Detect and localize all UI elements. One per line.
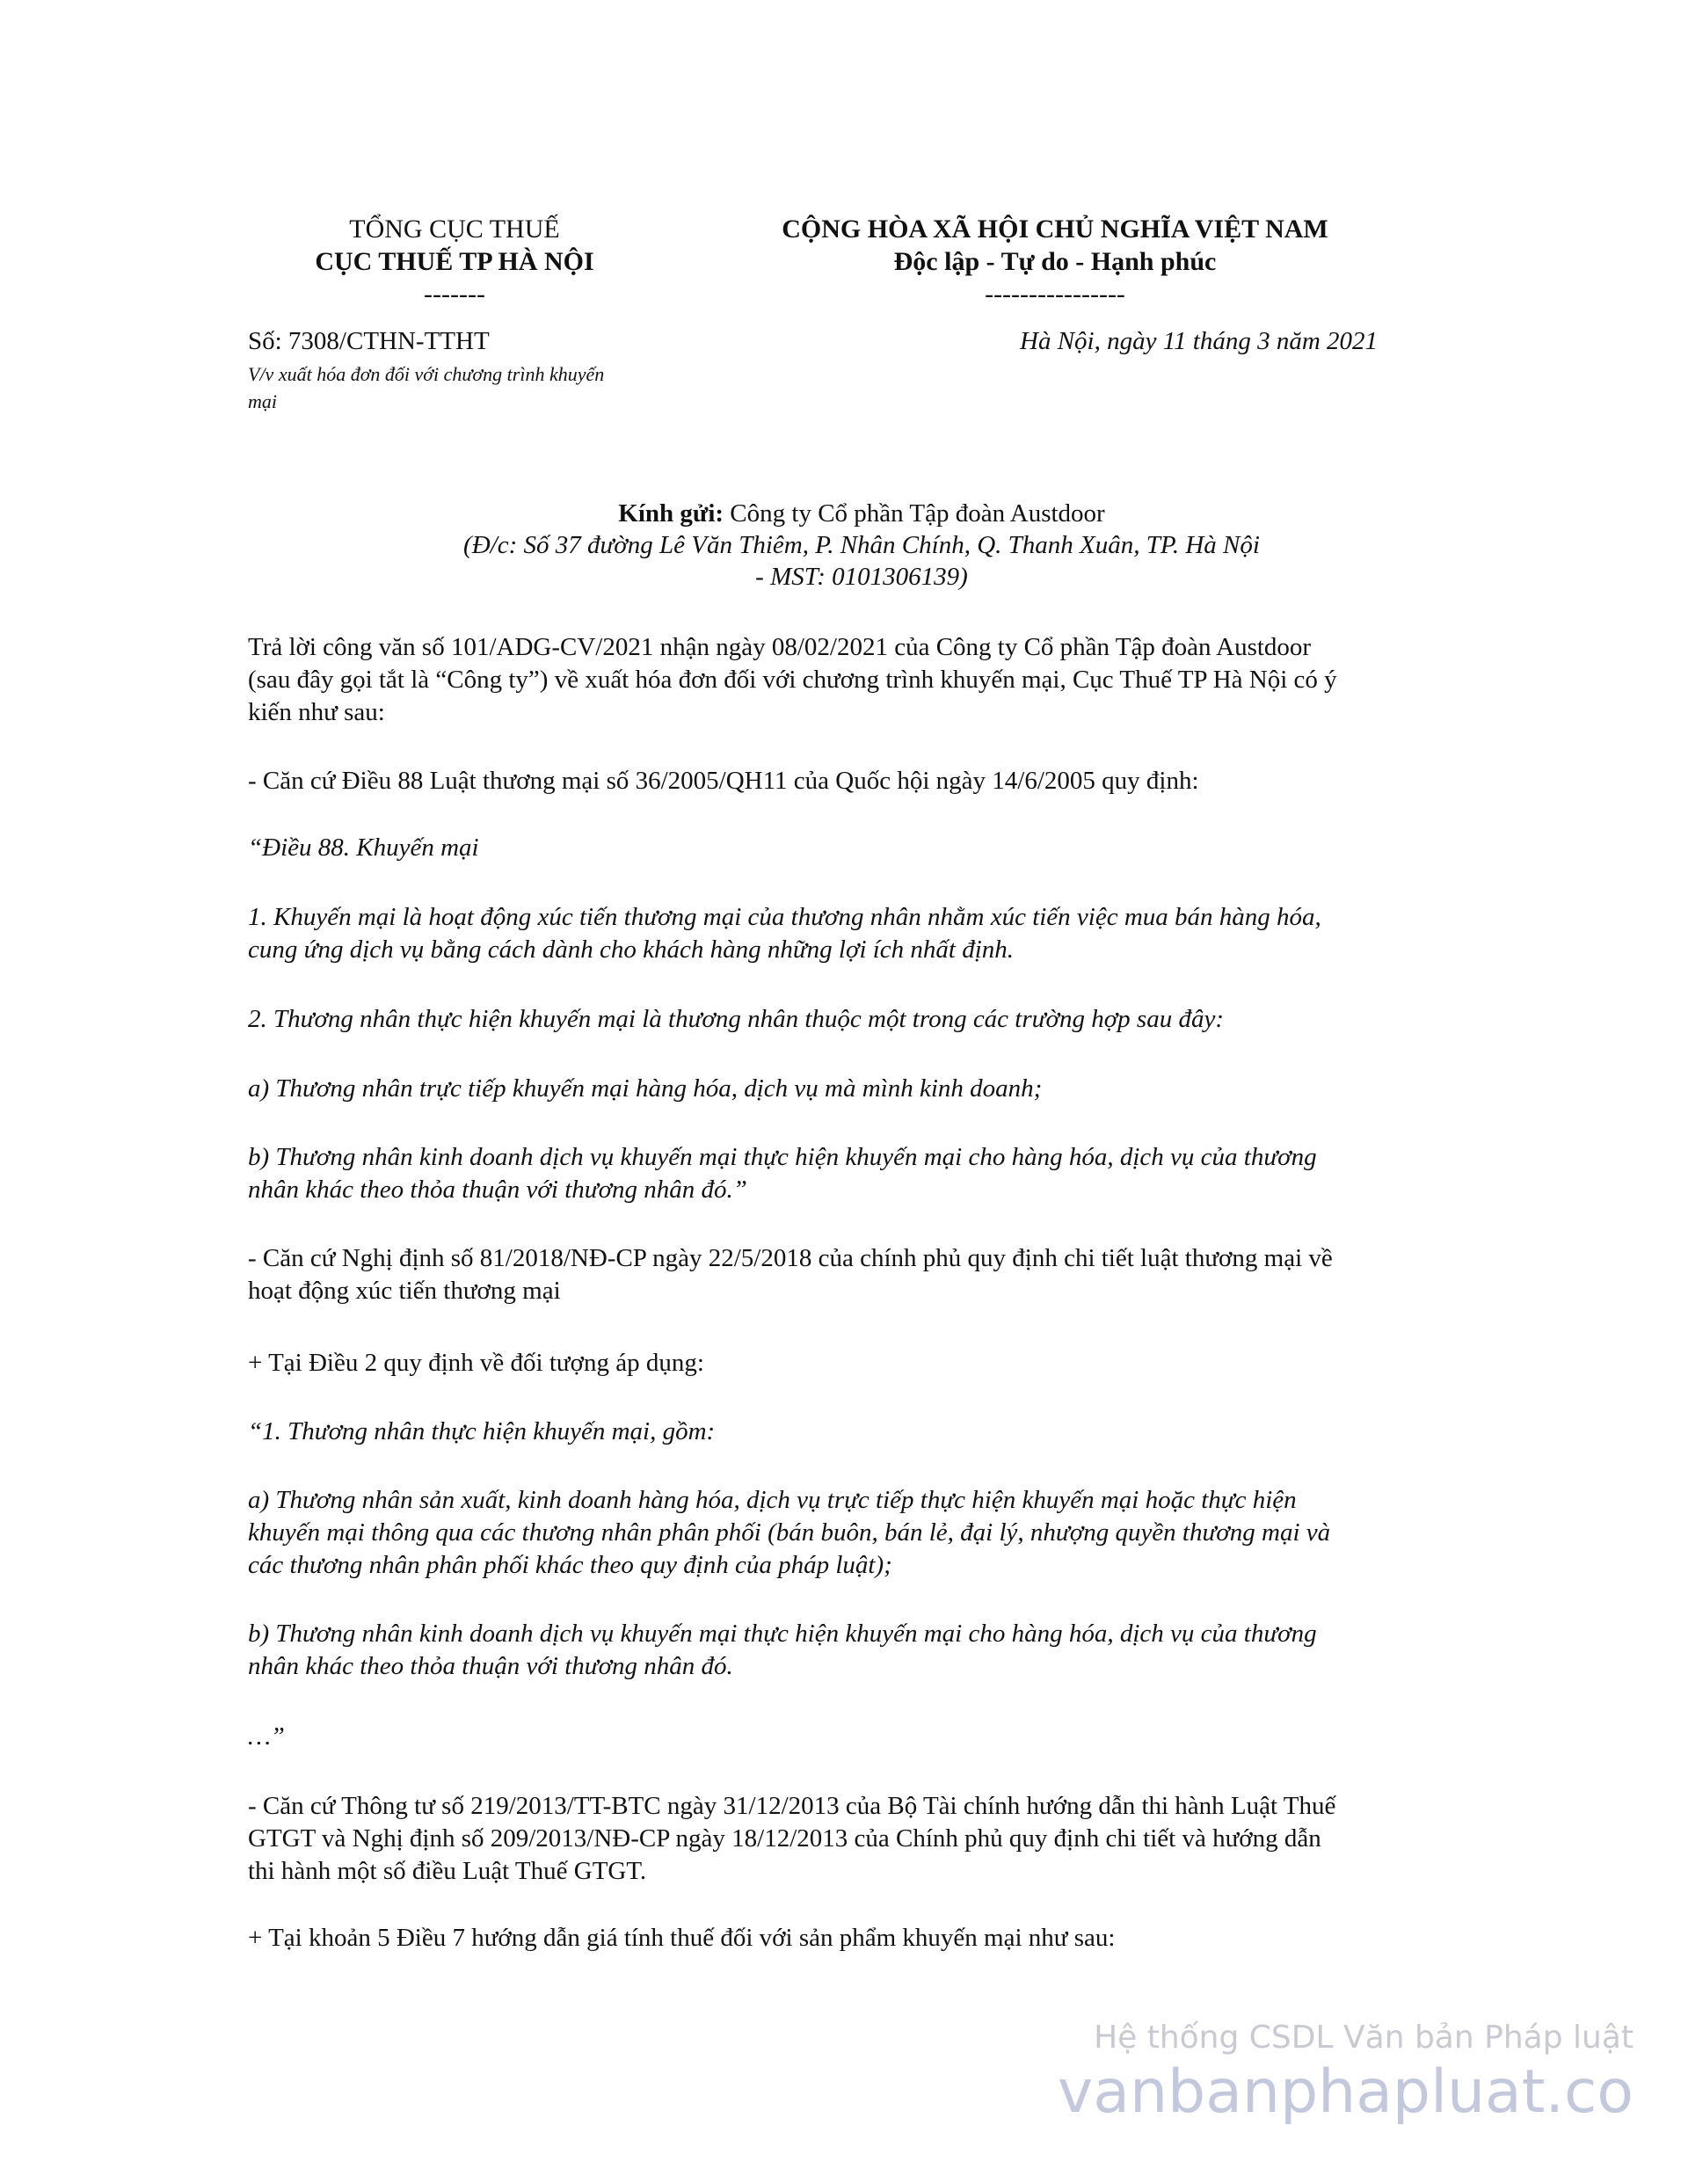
text-line: 1. Khuyến mại là hoạt động xúc tiến thương mại của thương nhân nhằm xúc tiến việc mua bán hàng hóa, (248, 903, 1321, 931)
para-10 (248, 1484, 1444, 1582)
text-line: Trả lời công văn số 101/ADG-CV/2021 nhận ngày 08/02/2021 của Công ty Cổ phần Tập đoàn Austdoor (248, 633, 1312, 661)
text-line: nhân khác theo thỏa thuận với thương nhân đó.” (248, 1176, 747, 1204)
text-line: kiến như sau: (248, 698, 385, 726)
issuing-agency-block (248, 213, 661, 310)
text-line: GTGT và Nghị định số 209/2013/NĐ-CP ngày 18/12/2013 của Chính phủ quy định chi tiết và hướng dẫn (248, 1824, 1321, 1853)
para-3 (248, 901, 1444, 966)
text-line: khuyến mại thông qua các thương nhân phân phối (bán buôn, bán lẻ, đại lý, nhượng quyền thương mại và (248, 1518, 1331, 1547)
text-line: nhân khác theo thỏa thuận với thương nhân đó. (248, 1652, 733, 1680)
text-line: thi hành một số điều Luật Thuế GTGT. (248, 1857, 647, 1885)
para-6 (248, 1141, 1444, 1206)
national-motto: Độc lập - Tự do - Hạnh phúc (893, 247, 1217, 276)
motto-divider: ---------------- (985, 280, 1125, 309)
recipient-line (299, 498, 1424, 529)
document-date: Hà Nội, ngày 11 tháng 3 năm 2021 (1020, 327, 1379, 355)
para-5 (248, 1073, 1444, 1105)
text-line: cung ứng dịch vụ bằng cách dành cho khách hàng những lợi ích nhất định. (248, 935, 1015, 964)
text-line: (sau đây gọi tắt là “Công ty”) về xuất hóa đơn đối với chương trình khuyến mại, Cục Thuế TP Hà Nội có ý (248, 666, 1337, 694)
text-line: - Căn cứ Nghị định số 81/2018/NĐ-CP ngày 22/5/2018 của chính phủ quy định chi tiết luật thương mại về (248, 1244, 1333, 1272)
subject-line: mại (248, 390, 277, 412)
para-8 (248, 1347, 1444, 1380)
text-line: …” (248, 1722, 285, 1751)
text-line: hoạt động xúc tiến thương mại (248, 1277, 561, 1305)
recipient-address: (Đ/c: Số 37 đường Lê Văn Thiêm, P. Nhân Chính, Q. Thanh Xuân, TP. Hà Nội (463, 531, 1260, 559)
national-title-block (721, 213, 1389, 310)
para-9 (248, 1416, 1444, 1448)
text-line: b) Thương nhân kinh doanh dịch vụ khuyến mại thực hiện khuyến mại cho hàng hóa, dịch vụ của thương (248, 1620, 1317, 1648)
watermark (1058, 2019, 1633, 2128)
document-subject (248, 360, 688, 415)
text-line: a) Thương nhân sản xuất, kinh doanh hàng hóa, dịch vụ trực tiếp thực hiện khuyến mại hoặc thực hiện (248, 1486, 1297, 1514)
watermark-line: Hệ thống CSDL Văn bản Pháp luật (1094, 2020, 1633, 2056)
para-4 (248, 1003, 1444, 1036)
para-11 (248, 1618, 1444, 1683)
recipient-block (299, 498, 1424, 593)
text-line: b) Thương nhân kinh doanh dịch vụ khuyến mại thực hiện khuyến mại cho hàng hóa, dịch vụ của thương (248, 1143, 1317, 1171)
text-line: - Căn cứ Điều 88 Luật thương mại số 36/2005/QH11 của Quốc hội ngày 14/6/2005 quy định: (248, 767, 1199, 795)
text-line: các thương nhân phân phối khác theo quy định của pháp luật); (248, 1551, 892, 1579)
agency-divider: ------- (424, 280, 485, 309)
parent-agency: TỔNG CỤC THUẾ (349, 215, 560, 244)
text-line: “Điều 88. Khuyến mại (248, 834, 479, 862)
para-14 (248, 1922, 1444, 1955)
recipient-tax-code: - MST: 0101306139) (755, 563, 968, 591)
document-number: Số: 7308/CTHN-TTHT (248, 327, 490, 355)
text-line: “1. Thương nhân thực hiện khuyến mại, gồm: (248, 1417, 716, 1445)
watermark-link[interactable]: vanbanphapluat.co (1058, 2057, 1633, 2127)
text-line: + Tại Điều 2 quy định về đối tượng áp dụng: (248, 1349, 704, 1377)
para-2 (248, 832, 1444, 864)
recipient-name: Công ty Cổ phần Tập đoàn Austdoor (730, 499, 1105, 528)
text-line: 2. Thương nhân thực hiện khuyến mại là thương nhân thuộc một trong các trường hợp sau đây: (248, 1005, 1224, 1033)
para-1 (248, 765, 1444, 797)
para-7 (248, 1242, 1444, 1307)
para-13 (248, 1790, 1444, 1888)
text-line: + Tại khoản 5 Điều 7 hướng dẫn giá tính thuế đối với sản phẩm khuyến mại như sau: (248, 1924, 1116, 1952)
subject-line: V/v xuất hóa đơn đối với chương trình khuyến (248, 363, 605, 385)
para-0 (248, 631, 1444, 729)
para-12 (248, 1721, 1444, 1753)
agency-name: CỤC THUẾ TP HÀ NỘI (315, 247, 594, 276)
recipient-label: Kính gửi: (618, 499, 724, 528)
text-line: a) Thương nhân trực tiếp khuyến mại hàng hóa, dịch vụ mà mình kinh doanh; (248, 1074, 1043, 1103)
country-name: CỘNG HÒA XÃ HỘI CHỦ NGHĨA VIỆT NAM (782, 215, 1328, 244)
text-line: - Căn cứ Thông tư số 219/2013/TT-BTC ngày 31/12/2013 của Bộ Tài chính hướng dẫn thi hành Luật Thuế (248, 1792, 1336, 1820)
